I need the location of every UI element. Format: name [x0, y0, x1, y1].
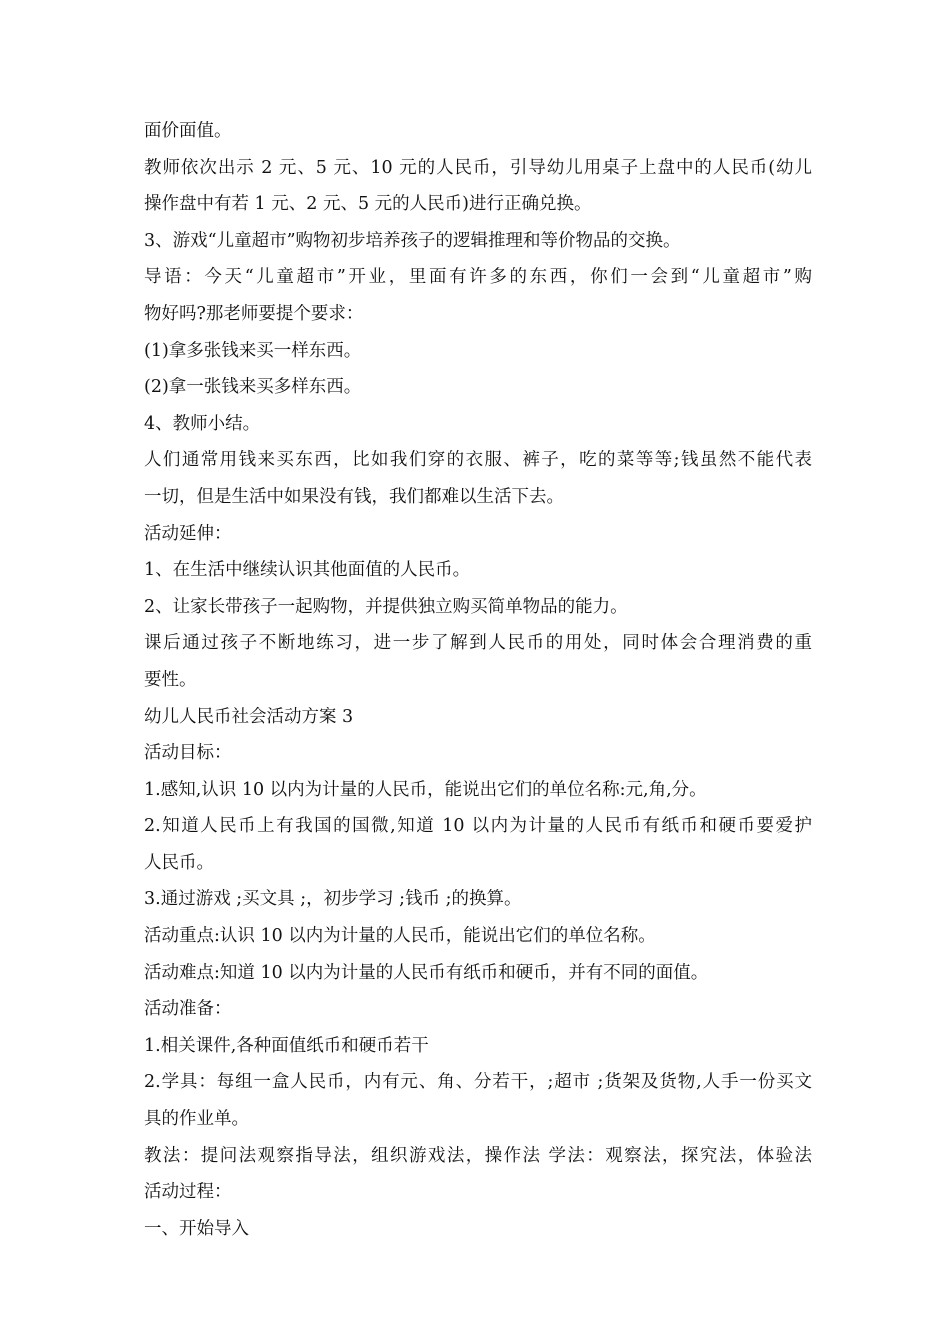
text-line: 3、游戏“儿童超市”购物初步培养孩子的逻辑推理和等价物品的交换。: [144, 230, 681, 251]
text-line: 活动准备：: [144, 999, 232, 1020]
section-heading: 幼儿人民币社会活动方案 3: [144, 706, 354, 727]
text-line: 人们通常用钱来买东西，比如我们穿的衣服、裤子，吃的菜等等;钱虽然不能代表: [144, 450, 812, 471]
document-body: [144, 113, 812, 1247]
text-line: 活动延伸：: [144, 523, 232, 544]
text-line: 操作盘中有若 1 元、2 元、5 元的人民币)进行正确兑换。: [144, 194, 592, 215]
text-line: 3.通过游戏 ;买文具 ;，初步学习 ;钱币 ;的换算。: [144, 889, 522, 910]
text-line: (1)拿多张钱来买一样东西。: [144, 340, 362, 361]
text-line: 具的作业单。: [144, 1109, 249, 1130]
text-line: 1.相关课件,各种面值纸币和硬币若干: [144, 1035, 429, 1056]
text-line: 2.学具：每组一盒人民币，内有元、角、分若干，;超市 ;货架及货物,人手一份买文: [144, 1072, 812, 1093]
text-line: 面价面值。: [144, 121, 232, 141]
text-line: 1、在生活中继续认识其他面值的人民币。: [144, 560, 471, 581]
text-line: 2.知道人民币上有我国的国微,知道 10 以内为计量的人民币有纸币和硬币要爱护: [144, 816, 812, 837]
text-line: 活动过程：: [144, 1182, 232, 1203]
text-line: 一切，但是生活中如果没有钱，我们都难以生活下去。: [144, 486, 564, 507]
text-line: 1.感知,认识 10 以内为计量的人民币，能说出它们的单位名称:元,角,分。: [144, 779, 707, 800]
text-line: 2、让家长带孩子一起购物，并提供独立购买简单物品的能力。: [144, 596, 628, 617]
text-line: (2)拿一张钱来买多样东西。: [144, 377, 362, 398]
text-line: 活动重点:认识 10 以内为计量的人民币，能说出它们的单位名称。: [144, 926, 656, 947]
text-line: 一、开始导入: [144, 1218, 249, 1239]
text-line: 教师依次出示 2 元、5 元、10 元的人民币，引导幼儿用桌子上盘中的人民币(幼儿: [144, 157, 812, 178]
text-line: 物好吗?那老师要提个要求：: [144, 303, 364, 324]
text-line: 要性。: [144, 669, 197, 690]
text-line: 教法：提问法观察指导法，组织游戏法，操作法 学法：观察法，探究法，体验法: [144, 1145, 812, 1166]
text-line: 导语：今天“儿童超市”开业，里面有许多的东西，你们一会到“儿童超市”购: [144, 267, 812, 288]
text-line: 活动目标：: [144, 743, 232, 764]
text-line: 课后通过孩子不断地练习，进一步了解到人民币的用处，同时体会合理消费的重: [144, 633, 812, 654]
text-line: 活动难点:知道 10 以内为计量的人民币有纸币和硬币，并有不同的面值。: [144, 962, 709, 983]
text-line: 人民币。: [144, 852, 214, 873]
text-line: 4、教师小结。: [144, 413, 261, 434]
